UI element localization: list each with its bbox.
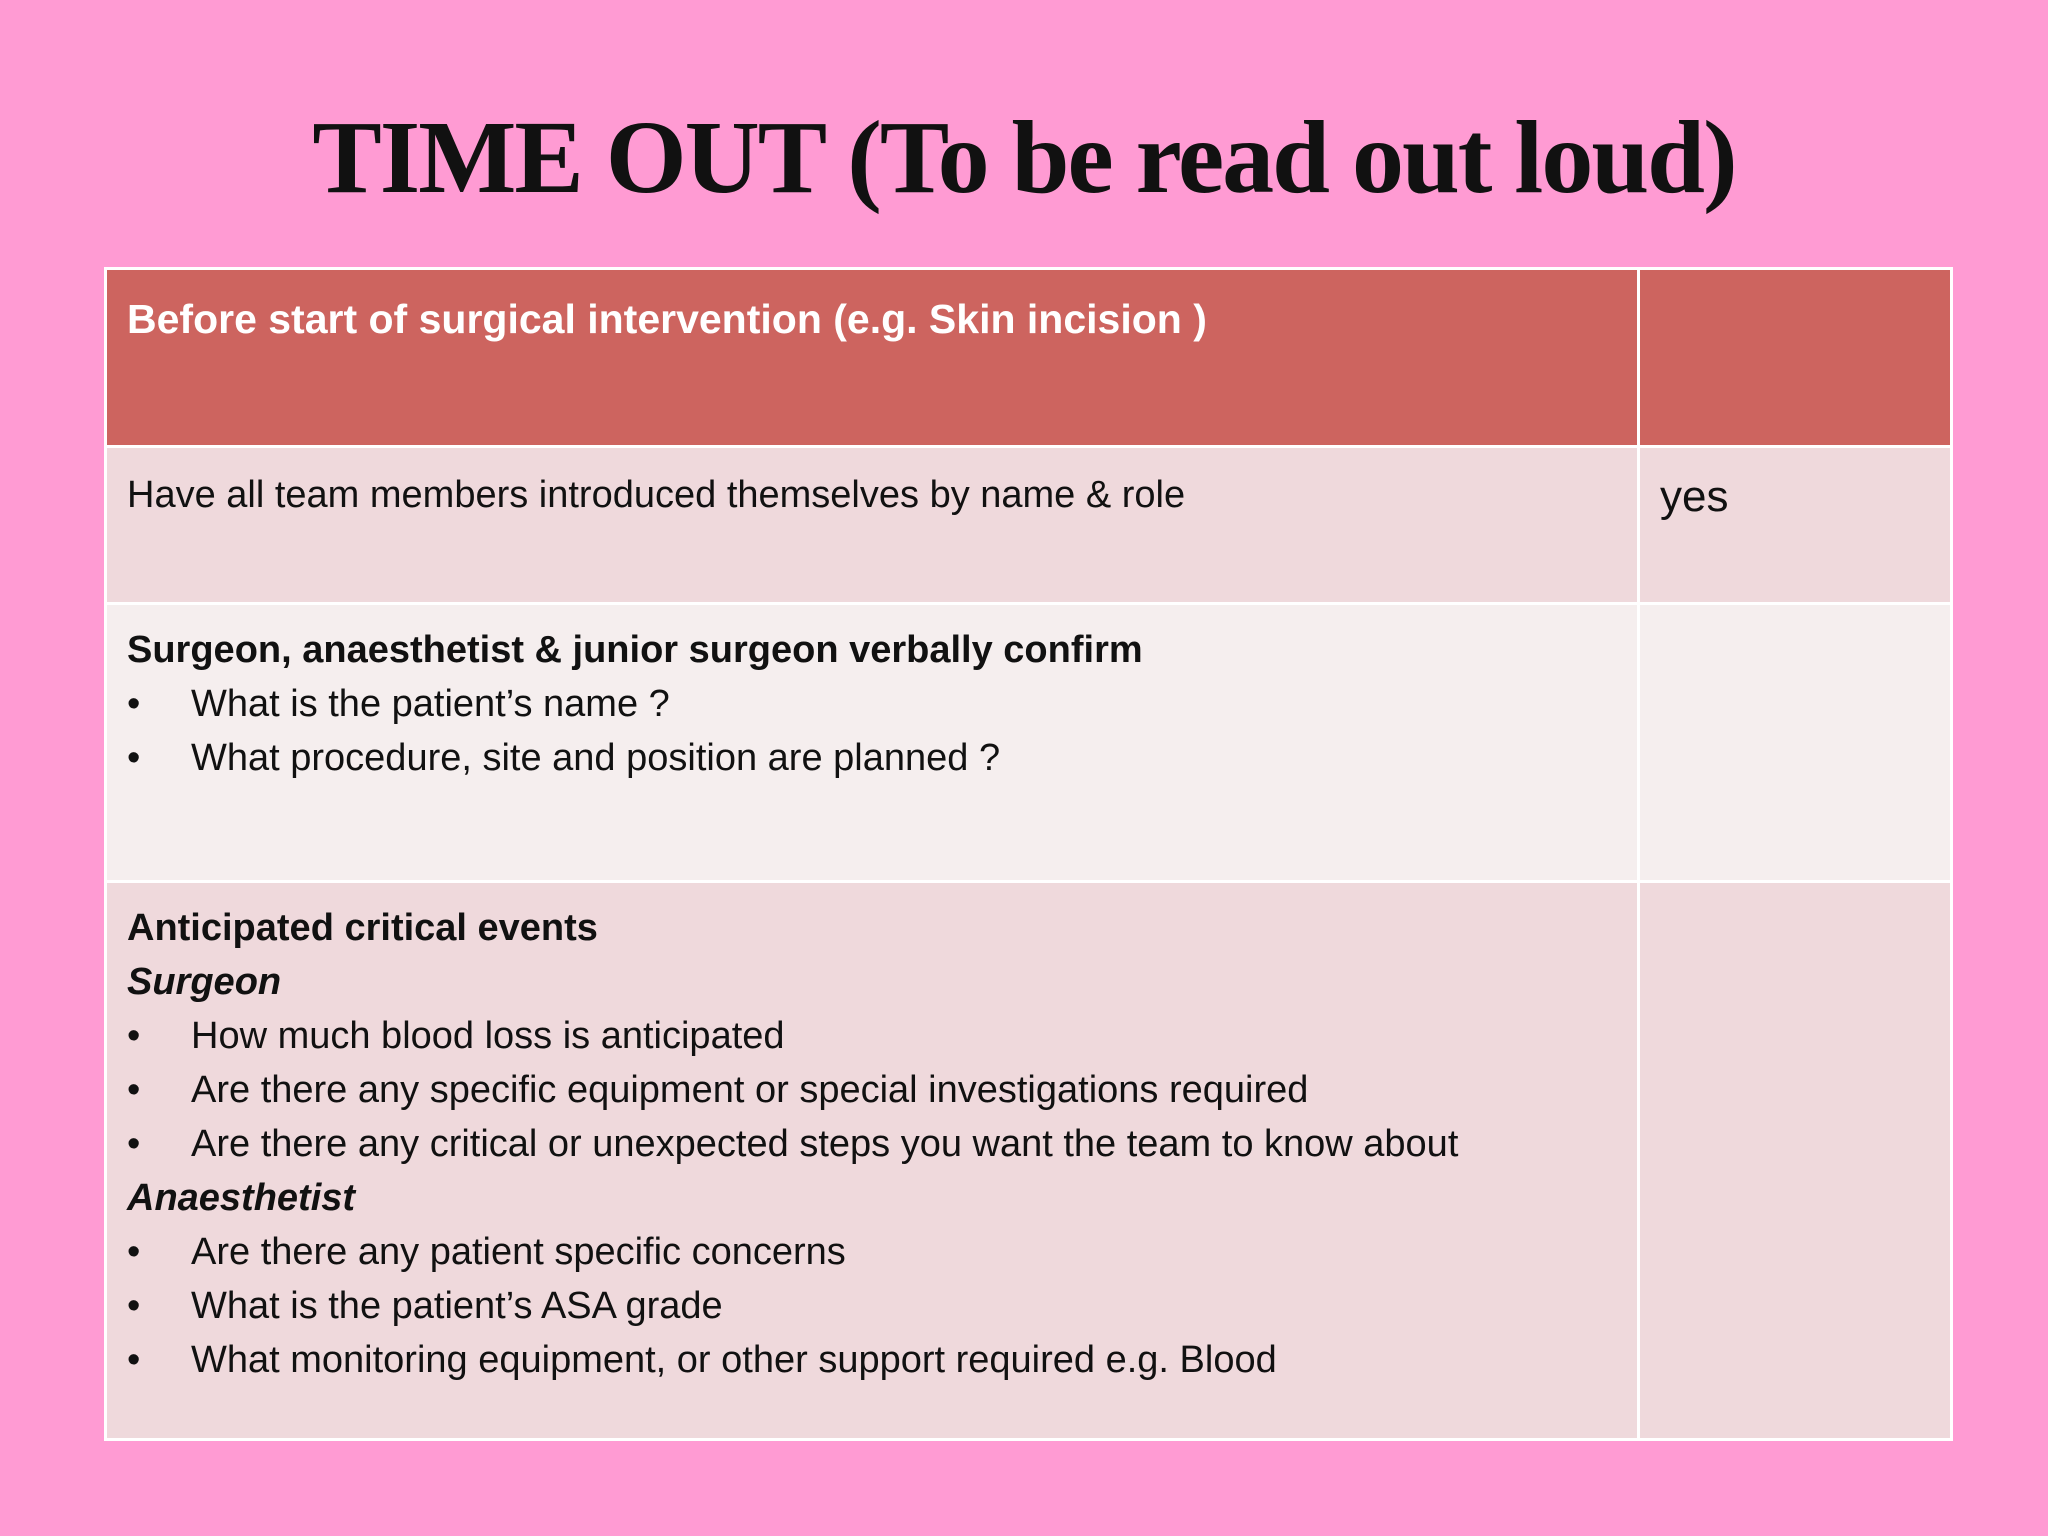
- intro-answer: yes: [1660, 472, 1729, 521]
- bullet-icon: •: [127, 1285, 141, 1327]
- bullet-icon: •: [127, 737, 141, 779]
- time-out-checklist-table: [104, 267, 1953, 1441]
- list-item-text: What is the patient’s name ?: [191, 683, 670, 725]
- list-item: [127, 1063, 1617, 1117]
- critical-events-heading: Anticipated critical events: [127, 907, 598, 949]
- list-item-text: Are there any critical or unexpected steps you want the team to know about: [191, 1123, 1459, 1165]
- answer-cell[interactable]: [1639, 447, 1952, 604]
- verbal-confirm-list: [127, 677, 1617, 785]
- surgeon-subheading: Surgeon: [127, 961, 282, 1003]
- table-row: [106, 604, 1952, 882]
- table-row: [106, 882, 1952, 1440]
- surgeon-question-list: [127, 1009, 1617, 1171]
- question-cell: [106, 882, 1639, 1440]
- header-cell: [106, 269, 1639, 447]
- anaesthetist-subheading: Anaesthetist: [127, 1177, 356, 1219]
- answer-cell[interactable]: [1639, 604, 1952, 882]
- list-item-text: What procedure, site and position are planned ?: [191, 737, 1001, 779]
- table-row: [106, 447, 1952, 604]
- list-item: [127, 1117, 1617, 1171]
- answer-cell[interactable]: [1639, 882, 1952, 1440]
- table-header-row: [106, 269, 1952, 447]
- list-item-text: What is the patient’s ASA grade: [191, 1285, 723, 1327]
- list-item-text: What monitoring equipment, or other support required e.g. Blood: [191, 1339, 1277, 1381]
- bullet-icon: •: [127, 1339, 141, 1381]
- bullet-icon: •: [127, 683, 141, 725]
- list-item: [127, 1225, 1617, 1279]
- question-cell: [106, 447, 1639, 604]
- bullet-icon: •: [127, 1231, 141, 1273]
- header-label: Before start of surgical intervention (e.g. Skin incision ): [127, 296, 1207, 342]
- list-item: [127, 731, 1617, 785]
- list-item: [127, 677, 1617, 731]
- list-item: [127, 1009, 1617, 1063]
- list-item-text: Are there any patient specific concerns: [191, 1231, 846, 1273]
- anaesthetist-question-list: [127, 1225, 1617, 1387]
- list-item: [127, 1279, 1617, 1333]
- list-item-text: How much blood loss is anticipated: [191, 1015, 785, 1057]
- slide-title: TIME OUT (To be read out loud): [312, 100, 1736, 215]
- bullet-icon: •: [127, 1123, 141, 1165]
- verbal-confirm-heading: Surgeon, anaesthetist & junior surgeon verbally confirm: [127, 629, 1143, 671]
- header-check-cell: [1639, 269, 1952, 447]
- bullet-icon: •: [127, 1015, 141, 1057]
- bullet-icon: •: [127, 1069, 141, 1111]
- list-item: [127, 1333, 1617, 1387]
- question-cell: [106, 604, 1639, 882]
- list-item-text: Are there any specific equipment or special investigations required: [191, 1069, 1309, 1111]
- intro-question: Have all team members introduced themselves by name & role: [127, 474, 1186, 516]
